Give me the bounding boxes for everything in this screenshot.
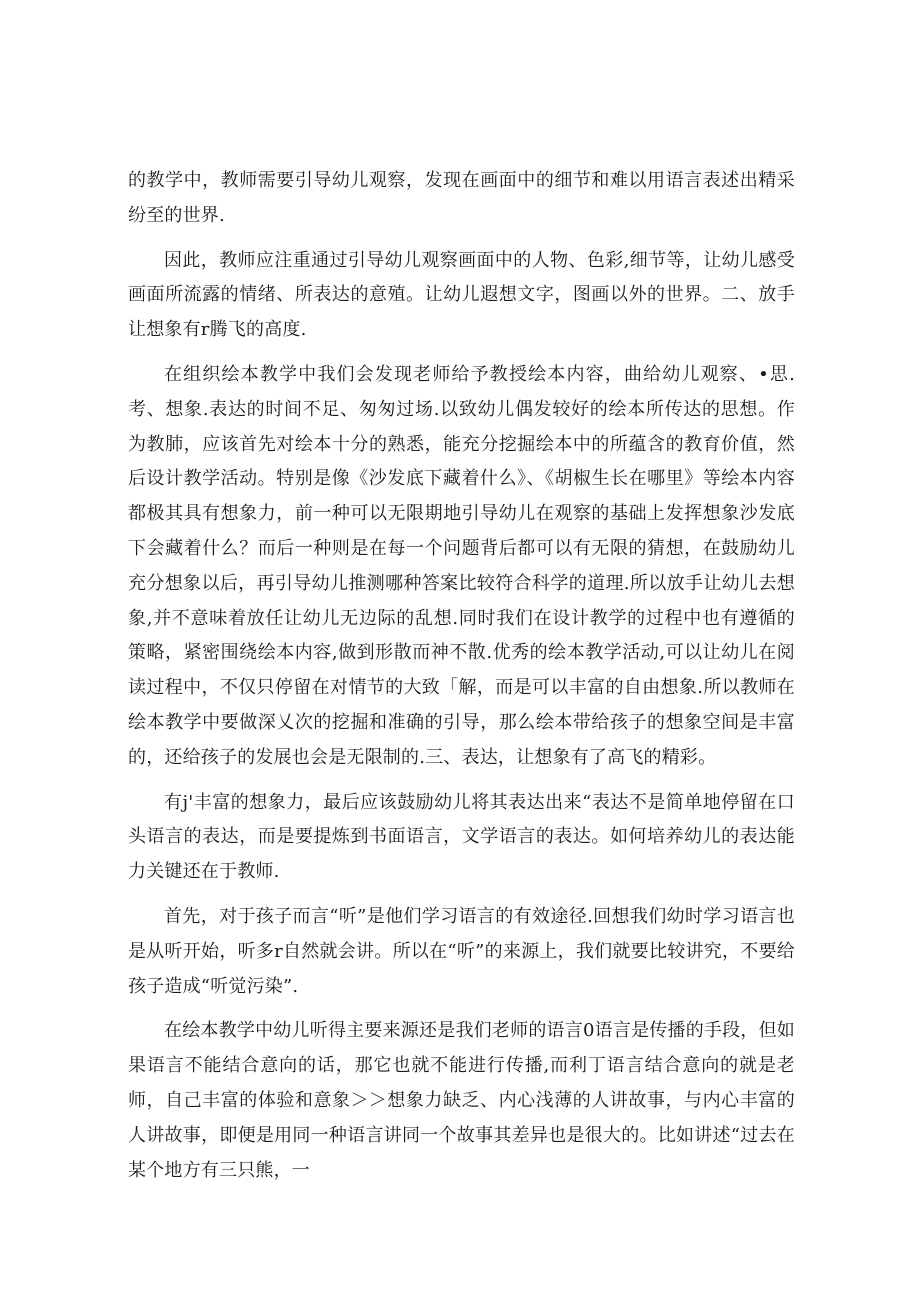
paragraph-6: 在绘本教学中幼儿听得主要来源还是我们老师的语言0语言是传播的手段，但如果语言不能结合意向的话，那它也就不能进行传播,而利丁语言结合意向的就是老师，自己丰富的体验和意象＞＞想象力缺乏、内心浅薄的人讲故事，与内心丰富的人讲故事，即便是用同一种语言讲同一个故事其差异也是很大的。比如讲述“过去在某个地方有三只熊，一 <box>128 1020 795 1181</box>
paragraph-2: 因此，教师应注重通过引导幼儿观察画面中的人物、色彩,细节等，让幼儿感受画面所流露的情绪、所表达的意殖。让幼儿遐想文字，图画以外的世界。二、放手让想象有r腾飞的高度. <box>128 249 795 341</box>
paragraph-3: 在组织绘本教学中我们会发现老师给予教授绘本内容，曲给幼儿观察、•思.考、想象.表达的时间不足、匆匆过场.以致幼儿偶发较好的绘本所传达的思想。作为教肺，应该首先对绘本十分的熟悉，能充分挖掘绘本中的所蕴含的教育价值，然后设计教学活动。特别是像《沙发底下藏着什么》、《胡椒生长在哪里》等绘本内容都极其具有想象力，前一种可以无限期地引导幼儿在观察的基础上发挥想象沙发底下会藏着什么？而后一种则是在每一个问题背后都可以有无限的猜想，在鼓励幼儿充分想象以后，再引导幼儿推测哪种答案比较符合科学的道理.所以放手让幼儿去想象,并不意味着放任让幼儿无边际的乱想.同时我们在设计教学的过程中也有遵循的策略，紧密围绕绘本内容,做到形散而神不散.优秀的绘本教学活动,可以让幼儿在阅读过程中，不仅只停留在对情节的大致「解，而是可以丰富的自由想象.所以教师在绘本教学中要做深乂次的挖掘和准确的引导，那么绘本带给孩子的想象空间是丰富的，还给孩子的发展也会是无限制的.三、表达，让想象有了高飞的精彩。 <box>128 363 795 768</box>
paragraph-5: 首先，对于孩子而言“听”是他们学习语言的有效途径.回想我们幼时学习语言也是从听开始，听多r自然就会讲。所以在“听”的来源上，我们就要比较讲究，不要给孩子造成“听觉污染”. <box>128 905 795 997</box>
paragraph-1: 的教学中，教师需要引导幼儿观察，发现在画面中的细节和难以用语言表述出精采纷至的世界. <box>128 170 795 226</box>
paragraph-4: 有j'丰富的想象力，最后应该鼓励幼儿将其表达出来“表达不是简单地停留在口头语言的表达，而是要提炼到书面语言，文学语言的表达。如何培养幼儿的表达能力关键还在于教师. <box>128 791 795 883</box>
document-body <box>128 164 795 1198</box>
